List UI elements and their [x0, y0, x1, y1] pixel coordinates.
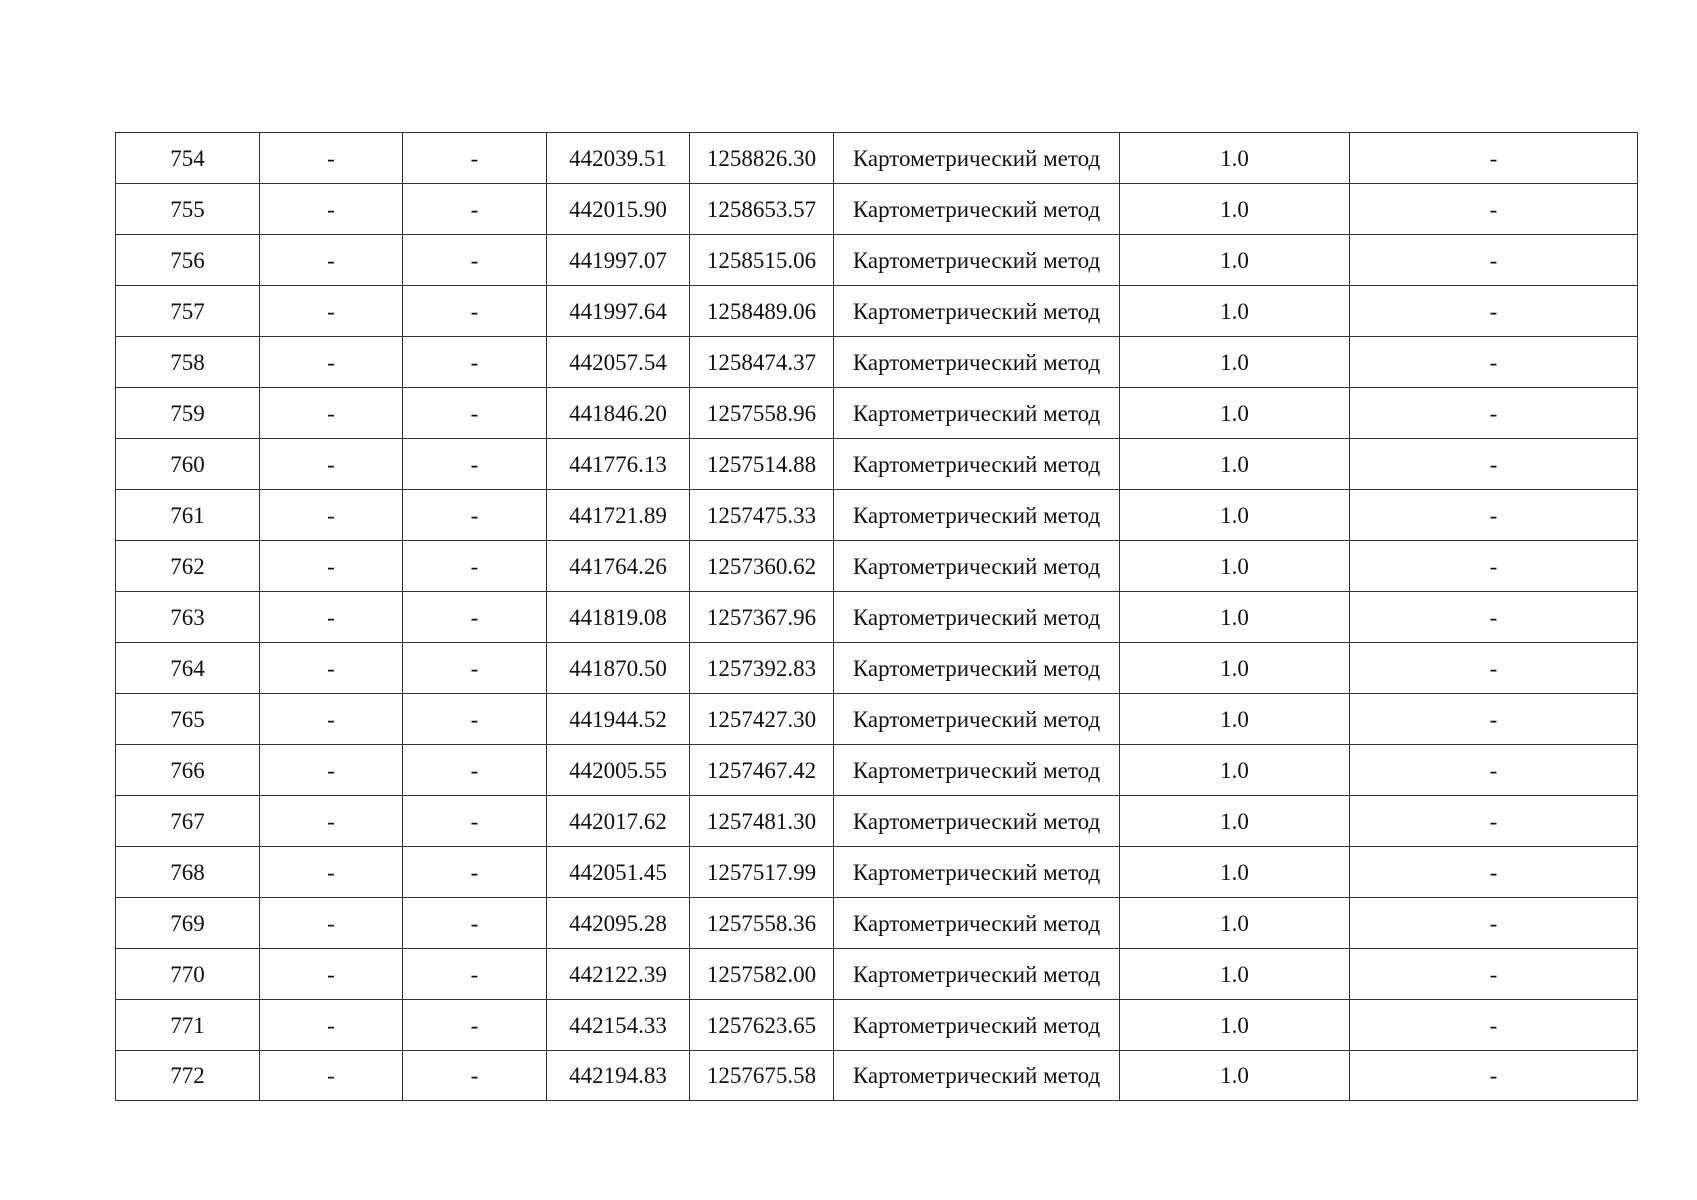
accuracy-cell: 1.0	[1120, 541, 1350, 592]
description-cell: -	[1350, 184, 1638, 235]
method-cell: Картометрический метод	[834, 796, 1120, 847]
description-cell: -	[1350, 133, 1638, 184]
accuracy-cell: 1.0	[1120, 949, 1350, 1000]
method-cell: Картометрический метод	[834, 184, 1120, 235]
point-number-cell: 767	[116, 796, 260, 847]
method-cell: Картометрический метод	[834, 439, 1120, 490]
table-row	[116, 337, 1638, 388]
method-cell: Картометрический метод	[834, 133, 1120, 184]
accuracy-cell: 1.0	[1120, 439, 1350, 490]
table-row	[116, 898, 1638, 949]
old-x-cell: -	[260, 235, 403, 286]
point-number-cell: 768	[116, 847, 260, 898]
table-row	[116, 439, 1638, 490]
x-coordinate-cell: 441764.26	[547, 541, 690, 592]
old-y-cell: -	[403, 898, 547, 949]
description-cell: -	[1350, 490, 1638, 541]
accuracy-cell: 1.0	[1120, 286, 1350, 337]
old-x-cell: -	[260, 439, 403, 490]
accuracy-cell: 1.0	[1120, 1051, 1350, 1101]
coordinates-table	[115, 132, 1638, 1101]
old-y-cell: -	[403, 337, 547, 388]
old-x-cell: -	[260, 643, 403, 694]
x-coordinate-cell: 441944.52	[547, 694, 690, 745]
point-number-cell: 764	[116, 643, 260, 694]
old-y-cell: -	[403, 643, 547, 694]
table-row	[116, 643, 1638, 694]
table-body	[116, 133, 1638, 1101]
method-cell: Картометрический метод	[834, 847, 1120, 898]
y-coordinate-cell: 1257360.62	[690, 541, 834, 592]
accuracy-cell: 1.0	[1120, 490, 1350, 541]
old-x-cell: -	[260, 541, 403, 592]
y-coordinate-cell: 1257558.96	[690, 388, 834, 439]
y-coordinate-cell: 1257514.88	[690, 439, 834, 490]
x-coordinate-cell: 441721.89	[547, 490, 690, 541]
accuracy-cell: 1.0	[1120, 847, 1350, 898]
accuracy-cell: 1.0	[1120, 337, 1350, 388]
x-coordinate-cell: 441997.64	[547, 286, 690, 337]
old-y-cell: -	[403, 745, 547, 796]
method-cell: Картометрический метод	[834, 745, 1120, 796]
description-cell: -	[1350, 694, 1638, 745]
y-coordinate-cell: 1258474.37	[690, 337, 834, 388]
point-number-cell: 755	[116, 184, 260, 235]
point-number-cell: 766	[116, 745, 260, 796]
old-x-cell: -	[260, 694, 403, 745]
method-cell: Картометрический метод	[834, 694, 1120, 745]
table-row	[116, 184, 1638, 235]
method-cell: Картометрический метод	[834, 286, 1120, 337]
y-coordinate-cell: 1257367.96	[690, 592, 834, 643]
old-x-cell: -	[260, 745, 403, 796]
y-coordinate-cell: 1257467.42	[690, 745, 834, 796]
point-number-cell: 762	[116, 541, 260, 592]
point-number-cell: 771	[116, 1000, 260, 1051]
old-x-cell: -	[260, 847, 403, 898]
old-x-cell: -	[260, 286, 403, 337]
table-row	[116, 1000, 1638, 1051]
old-x-cell: -	[260, 184, 403, 235]
x-coordinate-cell: 442015.90	[547, 184, 690, 235]
point-number-cell: 758	[116, 337, 260, 388]
y-coordinate-cell: 1257582.00	[690, 949, 834, 1000]
y-coordinate-cell: 1258489.06	[690, 286, 834, 337]
accuracy-cell: 1.0	[1120, 745, 1350, 796]
old-y-cell: -	[403, 184, 547, 235]
table-row	[116, 592, 1638, 643]
y-coordinate-cell: 1257623.65	[690, 1000, 834, 1051]
old-x-cell: -	[260, 337, 403, 388]
point-number-cell: 760	[116, 439, 260, 490]
description-cell: -	[1350, 847, 1638, 898]
old-y-cell: -	[403, 235, 547, 286]
old-x-cell: -	[260, 898, 403, 949]
table-row	[116, 745, 1638, 796]
description-cell: -	[1350, 439, 1638, 490]
x-coordinate-cell: 442154.33	[547, 1000, 690, 1051]
old-y-cell: -	[403, 133, 547, 184]
y-coordinate-cell: 1257427.30	[690, 694, 834, 745]
old-y-cell: -	[403, 694, 547, 745]
x-coordinate-cell: 442005.55	[547, 745, 690, 796]
x-coordinate-cell: 441997.07	[547, 235, 690, 286]
description-cell: -	[1350, 337, 1638, 388]
method-cell: Картометрический метод	[834, 235, 1120, 286]
accuracy-cell: 1.0	[1120, 388, 1350, 439]
old-x-cell: -	[260, 388, 403, 439]
x-coordinate-cell: 442095.28	[547, 898, 690, 949]
table-row	[116, 1051, 1638, 1101]
y-coordinate-cell: 1257675.58	[690, 1051, 834, 1101]
table-row	[116, 235, 1638, 286]
accuracy-cell: 1.0	[1120, 592, 1350, 643]
point-number-cell: 769	[116, 898, 260, 949]
method-cell: Картометрический метод	[834, 490, 1120, 541]
y-coordinate-cell: 1257481.30	[690, 796, 834, 847]
description-cell: -	[1350, 592, 1638, 643]
y-coordinate-cell: 1258653.57	[690, 184, 834, 235]
x-coordinate-cell: 442039.51	[547, 133, 690, 184]
method-cell: Картометрический метод	[834, 898, 1120, 949]
old-x-cell: -	[260, 490, 403, 541]
point-number-cell: 756	[116, 235, 260, 286]
y-coordinate-cell: 1257392.83	[690, 643, 834, 694]
description-cell: -	[1350, 286, 1638, 337]
old-x-cell: -	[260, 133, 403, 184]
old-y-cell: -	[403, 490, 547, 541]
point-number-cell: 765	[116, 694, 260, 745]
y-coordinate-cell: 1258515.06	[690, 235, 834, 286]
accuracy-cell: 1.0	[1120, 235, 1350, 286]
y-coordinate-cell: 1257558.36	[690, 898, 834, 949]
old-y-cell: -	[403, 1051, 547, 1101]
old-x-cell: -	[260, 796, 403, 847]
x-coordinate-cell: 442017.62	[547, 796, 690, 847]
accuracy-cell: 1.0	[1120, 1000, 1350, 1051]
method-cell: Картометрический метод	[834, 337, 1120, 388]
point-number-cell: 757	[116, 286, 260, 337]
description-cell: -	[1350, 796, 1638, 847]
point-number-cell: 772	[116, 1051, 260, 1101]
x-coordinate-cell: 442057.54	[547, 337, 690, 388]
description-cell: -	[1350, 643, 1638, 694]
method-cell: Картометрический метод	[834, 1051, 1120, 1101]
y-coordinate-cell: 1258826.30	[690, 133, 834, 184]
table-row	[116, 847, 1638, 898]
method-cell: Картометрический метод	[834, 949, 1120, 1000]
old-y-cell: -	[403, 847, 547, 898]
description-cell: -	[1350, 541, 1638, 592]
accuracy-cell: 1.0	[1120, 643, 1350, 694]
y-coordinate-cell: 1257475.33	[690, 490, 834, 541]
accuracy-cell: 1.0	[1120, 694, 1350, 745]
table-row	[116, 694, 1638, 745]
old-y-cell: -	[403, 286, 547, 337]
accuracy-cell: 1.0	[1120, 133, 1350, 184]
table-row	[116, 490, 1638, 541]
point-number-cell: 759	[116, 388, 260, 439]
table-row	[116, 286, 1638, 337]
table-row	[116, 541, 1638, 592]
x-coordinate-cell: 442194.83	[547, 1051, 690, 1101]
old-x-cell: -	[260, 1051, 403, 1101]
accuracy-cell: 1.0	[1120, 898, 1350, 949]
old-y-cell: -	[403, 541, 547, 592]
old-x-cell: -	[260, 1000, 403, 1051]
old-x-cell: -	[260, 949, 403, 1000]
x-coordinate-cell: 442122.39	[547, 949, 690, 1000]
x-coordinate-cell: 441776.13	[547, 439, 690, 490]
description-cell: -	[1350, 1000, 1638, 1051]
table-row	[116, 388, 1638, 439]
x-coordinate-cell: 441870.50	[547, 643, 690, 694]
description-cell: -	[1350, 235, 1638, 286]
old-y-cell: -	[403, 388, 547, 439]
description-cell: -	[1350, 745, 1638, 796]
description-cell: -	[1350, 388, 1638, 439]
method-cell: Картометрический метод	[834, 541, 1120, 592]
point-number-cell: 763	[116, 592, 260, 643]
table-row	[116, 949, 1638, 1000]
old-y-cell: -	[403, 796, 547, 847]
method-cell: Картометрический метод	[834, 1000, 1120, 1051]
method-cell: Картометрический метод	[834, 643, 1120, 694]
accuracy-cell: 1.0	[1120, 184, 1350, 235]
x-coordinate-cell: 441846.20	[547, 388, 690, 439]
old-x-cell: -	[260, 592, 403, 643]
y-coordinate-cell: 1257517.99	[690, 847, 834, 898]
accuracy-cell: 1.0	[1120, 796, 1350, 847]
old-y-cell: -	[403, 1000, 547, 1051]
x-coordinate-cell: 442051.45	[547, 847, 690, 898]
x-coordinate-cell: 441819.08	[547, 592, 690, 643]
point-number-cell: 770	[116, 949, 260, 1000]
point-number-cell: 761	[116, 490, 260, 541]
method-cell: Картометрический метод	[834, 388, 1120, 439]
old-y-cell: -	[403, 592, 547, 643]
point-number-cell: 754	[116, 133, 260, 184]
old-y-cell: -	[403, 439, 547, 490]
description-cell: -	[1350, 898, 1638, 949]
description-cell: -	[1350, 949, 1638, 1000]
description-cell: -	[1350, 1051, 1638, 1101]
table-row	[116, 796, 1638, 847]
method-cell: Картометрический метод	[834, 592, 1120, 643]
table-row	[116, 133, 1638, 184]
old-y-cell: -	[403, 949, 547, 1000]
